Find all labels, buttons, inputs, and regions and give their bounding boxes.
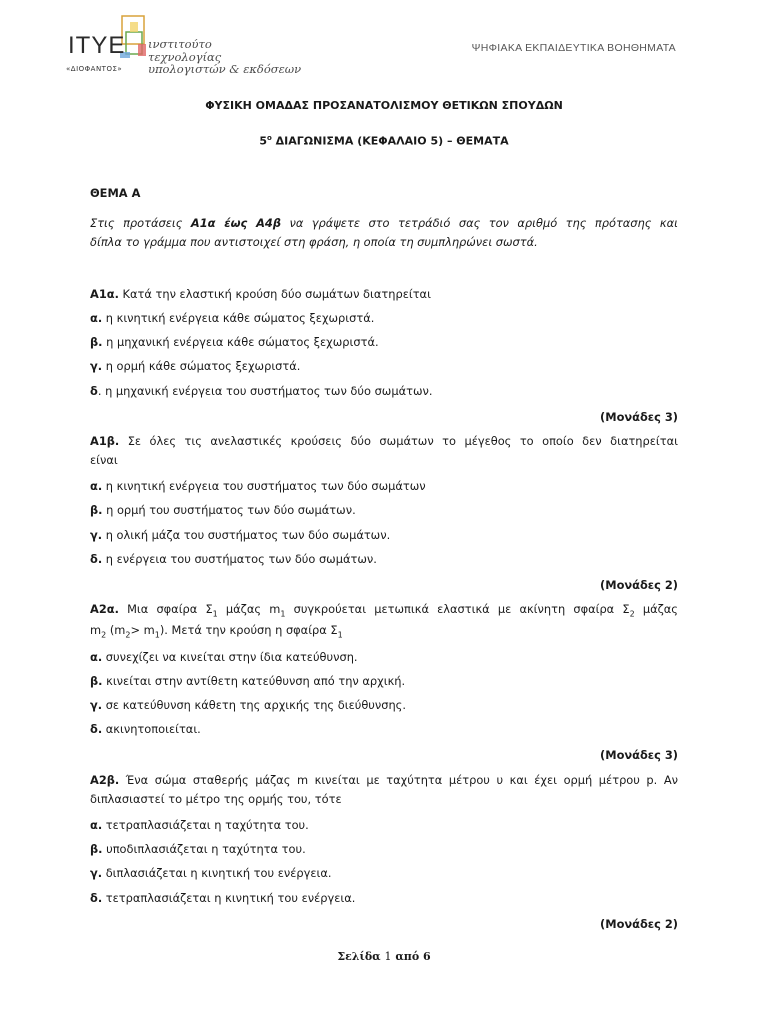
option-text: η κινητική ενέργεια κάθε σώματος ξεχωριστά.	[102, 311, 375, 325]
option-item	[90, 674, 405, 688]
footer-word: από	[391, 950, 423, 963]
option-item	[90, 311, 374, 325]
option-letter: β.	[90, 842, 103, 856]
option-letter: α.	[90, 818, 103, 832]
option-text: υποδιπλασιάζεται η ταχύτητα του.	[102, 842, 306, 856]
option-item	[90, 384, 432, 398]
option-letter: γ.	[90, 866, 103, 880]
logo-block-red	[138, 44, 146, 56]
option-item	[90, 528, 390, 542]
option-text: η μηχανική ενέργεια κάθε σώματος ξεχωριστά.	[102, 335, 379, 349]
option-letter: β.	[90, 503, 103, 517]
header-right-text: ΨΗΦΙΑΚΑ ΕΚΠΑΙΔΕΥΤΙΚΑ ΒΟΗΘΗΜΑΤΑ	[471, 42, 676, 54]
option-letter: α.	[90, 479, 103, 493]
question-text: m	[90, 623, 102, 637]
question-text: Μια σφαίρα Σ	[118, 602, 213, 616]
option-item	[90, 722, 201, 736]
option-text: η κινητική ενέργεια του συστήματος των δύο σωμάτων	[102, 479, 426, 493]
option-item	[90, 650, 358, 664]
logo-block-yellow	[130, 22, 138, 32]
option-text: η ολική μάζα του συστήματος των δύο σωμάτων.	[102, 528, 391, 542]
instructions-text: να γράψετε στο τετράδιό σας τον αριθμό της πρότασης και	[280, 216, 678, 230]
option-text: σε κατεύθυνση κάθετη της αρχικής της διεύθυνσης.	[102, 698, 406, 712]
question-text: μάζας	[634, 602, 678, 616]
option-letter: α.	[90, 311, 103, 325]
subscript: 2	[125, 630, 131, 640]
marks-label: (Μονάδες 3)	[600, 748, 678, 762]
logo	[66, 14, 302, 90]
option-text: τετραπλασιάζεται η ταχύτητα του.	[102, 818, 309, 832]
option-letter: δ.	[90, 722, 103, 736]
option-letter: δ	[90, 384, 98, 398]
instructions-range: Α1α έως Α4β	[190, 216, 281, 230]
option-letter: γ.	[90, 698, 103, 712]
subtitle-text: ΔΙΑΓΩΝΙΣΜΑ (ΚΕΦΑΛΑΙΟ 5) – ΘΕΜΑΤΑ	[271, 134, 509, 148]
logo-tagline	[148, 38, 301, 76]
question-text: > m	[130, 623, 155, 637]
question-text-line-2: είναι	[90, 453, 118, 467]
logo-main-text: ITYE	[68, 32, 126, 59]
question-a2a	[90, 602, 678, 618]
page-footer	[0, 950, 768, 963]
option-text: . η μηχανική ενέργεια του συστήματος των δύο σωμάτων.	[97, 384, 433, 398]
subscript: 2	[629, 609, 635, 619]
option-letter: γ.	[90, 528, 103, 542]
option-item	[90, 335, 379, 349]
logo-tagline-line: τεχνολογίας	[148, 49, 222, 64]
question-text: Ένα σώμα σταθερής μάζας m κινείται με ταχύτητα μέτρου υ και έχει ορμή μέτρου p. Αν	[119, 773, 678, 787]
question-a2b	[90, 773, 678, 787]
document-subtitle	[0, 134, 768, 148]
question-text: (m	[106, 623, 126, 637]
logo-subtext: «ΔΙΟΦΑΝΤΟΣ»	[66, 65, 123, 73]
option-text: ακινητοποιείται.	[102, 722, 201, 736]
instructions-text: Στις προτάσεις	[90, 216, 191, 230]
option-text: συνεχίζει να κινείται στην ίδια κατεύθυνση.	[102, 650, 358, 664]
question-label: Α1α.	[90, 287, 119, 301]
subscript: 2	[101, 630, 107, 640]
option-text: η ενέργεια του συστήματος των δύο σωμάτων.	[102, 552, 377, 566]
logo-tagline-line: ινστιτούτο	[148, 37, 212, 51]
option-letter: β.	[90, 335, 103, 349]
logo-tagline-line: υπολογιστών & εκδόσεων	[148, 62, 302, 76]
subtitle-superscript: ο	[267, 134, 272, 142]
option-item	[90, 503, 356, 517]
option-text: η ορμή κάθε σώματος ξεχωριστά.	[102, 359, 301, 373]
marks-label: (Μονάδες 2)	[600, 578, 678, 592]
option-item	[90, 866, 332, 880]
subscript: 1	[212, 609, 218, 619]
option-text: κινείται στην αντίθετη κατεύθυνση από την αρχική.	[102, 674, 406, 688]
question-text-line-2: διπλασιαστεί το μέτρο της ορμής του, τότε	[90, 792, 342, 806]
question-label: Α1β.	[90, 434, 120, 448]
footer-page-number: 1	[384, 950, 392, 963]
option-item	[90, 698, 406, 712]
footer-word: Σελίδα	[337, 950, 385, 963]
marks-label: (Μονάδες 2)	[600, 917, 678, 931]
option-letter: γ.	[90, 359, 103, 373]
instructions-line-2: δίπλα το γράμμα που αντιστοιχεί στη φράση, η οποία τη συμπληρώνει σωστά.	[90, 235, 538, 249]
question-a1a	[90, 287, 431, 301]
subtitle-number: 5	[259, 134, 267, 148]
question-text: ). Μετά την κρούση η σφαίρα Σ	[159, 623, 338, 637]
question-label: Α2β.	[90, 773, 120, 787]
section-heading: ΘΕΜΑ Α	[90, 186, 141, 200]
option-item	[90, 479, 426, 493]
subscript: 1	[337, 630, 343, 640]
subscript: 1	[280, 609, 286, 619]
option-letter: δ.	[90, 891, 103, 905]
option-text: διπλασιάζεται η κινητική του ενέργεια.	[102, 866, 332, 880]
option-item	[90, 818, 309, 832]
question-text: μάζας m	[217, 602, 281, 616]
option-item	[90, 359, 300, 373]
option-letter: α.	[90, 650, 103, 664]
footer-total-pages: 6	[423, 950, 431, 963]
question-text-line-2	[90, 623, 343, 639]
subscript: 1	[154, 630, 160, 640]
question-text: Σε όλες τις ανελαστικές κρούσεις δύο σωμάτων το μέγεθος το οποίο δεν διατηρείται	[119, 434, 678, 448]
document-title: ΦΥΣΙΚΗ ΟΜΑΔΑΣ ΠΡΟΣΑΝΑΤΟΛΙΣΜΟΥ ΘΕΤΙΚΩΝ ΣΠΟΥΔΩΝ	[205, 99, 563, 112]
question-label: Α2α.	[90, 602, 119, 616]
option-letter: δ.	[90, 552, 103, 566]
option-item	[90, 552, 377, 566]
option-text: τετραπλασιάζεται η κινητική του ενέργεια.	[102, 891, 356, 905]
option-text: η ορμή του συστήματος των δύο σωμάτων.	[102, 503, 356, 517]
question-text: Κατά την ελαστική κρούση δύο σωμάτων διατηρείται	[118, 287, 431, 301]
question-text: συγκρούεται μετωπικά ελαστικά με ακίνητη σφαίρα Σ	[285, 602, 630, 616]
option-letter: β.	[90, 674, 103, 688]
question-a1b	[90, 434, 678, 448]
marks-label: (Μονάδες 3)	[600, 410, 678, 424]
option-item	[90, 891, 355, 905]
instructions-line-1	[90, 216, 678, 230]
option-item	[90, 842, 306, 856]
